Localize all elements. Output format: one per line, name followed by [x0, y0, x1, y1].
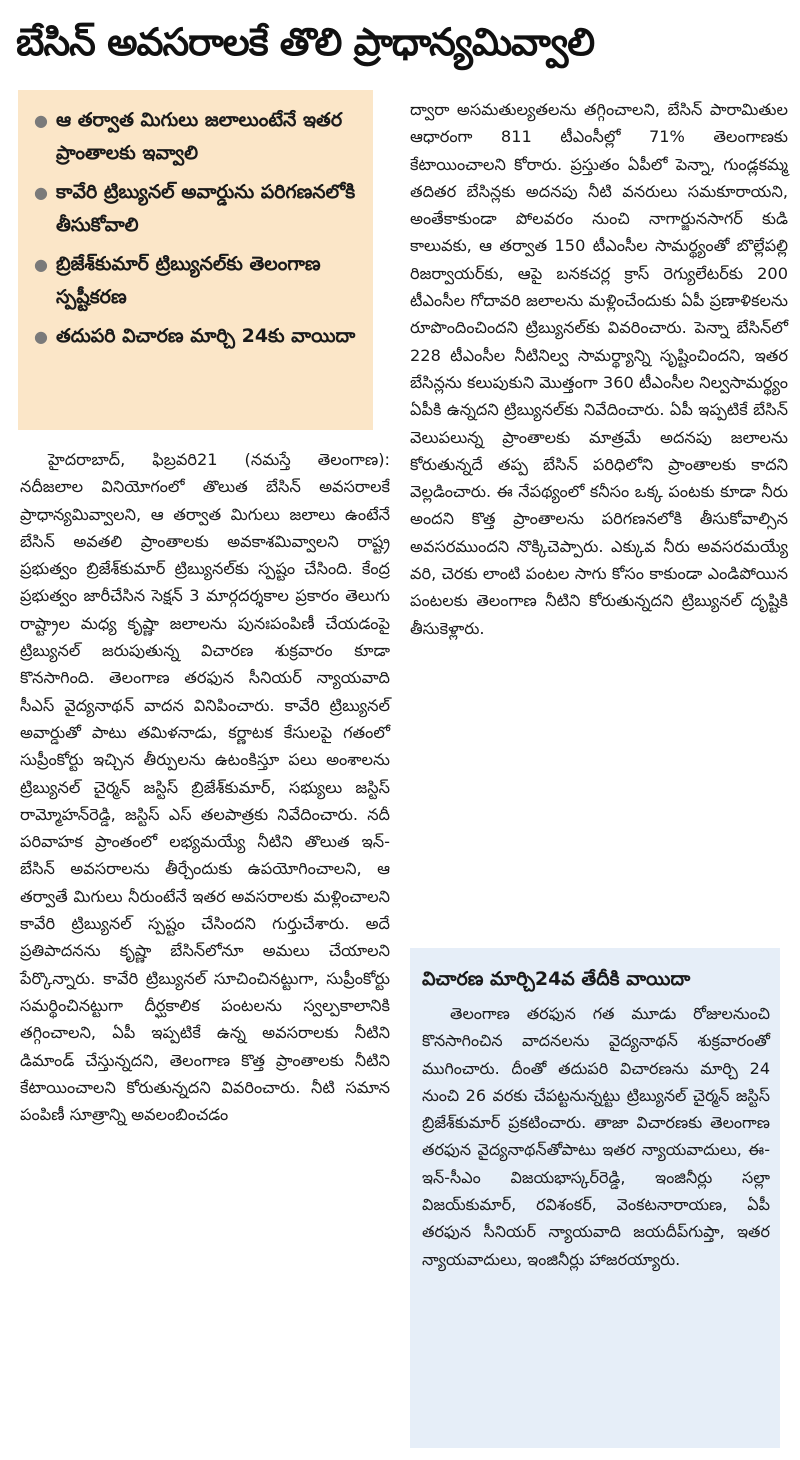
highlights-box: [18, 90, 373, 430]
sidebar-body-text: తెలంగాణ తరఫున గత మూడు రోజులనుంచి కొనసాగించిన వాదనలను వైద్యనాథన్ శుక్రవారంతో ముగించారు. దీంతో తదుపరి విచారణను మార్చి 24 నుంచి 26 వరకు చేపట్టనున్నట్టు ట్రిబ్యునల్ చైర్మన్ జస్టిస్ బ్రిజేశ్‌కుమార్ ప్రకటించారు. తాజా విచారణకు తెలంగాణ తరఫున వైద్యనాథన్‌తోపాటు ఇతర న్యాయవాదులు, ఈ-ఇన్-సీఎం విజయభాస్కర్‌రెడ్డి, ఇంజినీర్లు సల్లా విజయ్‌కుమార్, రవిశంకర్, వెంకటనారాయణ, ఏపీ తరఫున సీనియర్ న్యాయవాది జయదీప్‌గుప్తా, ఇతర న్యాయవాదులు, ఇంజినీర్లు హాజరయ్యారు.: [422, 1004, 770, 1269]
highlight-item: [32, 104, 363, 170]
bullet-icon: ●: [34, 183, 48, 202]
headline: బేసిన్ అవసరాలకే తొలి ప్రాధాన్యమివ్వాలి: [16, 20, 595, 64]
article-body-text: ద్వారా అసమతుల్యతలను తగ్గించాలని, బేసిన్ పారామితుల ఆధారంగా 811 టీఎంసీల్లో 71% తెలంగాణకు కేటాయించాలని కోరారు. ప్రస్తుతం ఏపీలో పెన్నా, గుండ్లకమ్మ తదితర బేసిన్లకు అదనపు నీటి వనరులు సమకూరాయని, అంతేకాకుండా పోలవరం నుంచి నాగార్జునసాగర్ కుడి కాలువకు, ఆ తర్వాత 150 టీఎంసీల సామర్థ్యంతో బొల్లేపల్లి రిజర్వాయర్‌కు, ఆపై బనకచర్ల క్రాస్ రెగ్యులేటర్‌కు 200 టీఎంసీల గోదావరి జలాలను మళ్లించేందుకు ఏపీ ప్రణాళికలను రూపొందించిందని ట్రిబ్యునల్‌కు వివరించారు. పెన్నా బేసిన్‌లో 228 టీఎంసీల నీటినిల్వ సామర్థ్యాన్ని సృష్టించిందని, ఇతర బేసిన్లను కలుపుకుని మొత్తంగా 360 టీఎంసీల నిల్వసామర్థ్యం ఏపీకి ఉన్నదని ట్రిబ్యునల్‌కు నివేదించారు. ఏపీ ఇప్పటికే బేసిన్ వెలుపలున్న ప్రాంతాలకు మాత్రమే అదనపు జలాలను కోరుతున్నదే తప్ప బేసిన్ పరిధిలోని ప్రాంతాలకు కాదని వెల్లడించారు. ఈ నేపథ్యంలో కనీసం ఒక్క పంటకు కూడా నీరు అందని కొత్త ప్రాంతాలను పరిగణనలోకి తీసుకోవాల్సిన అవసరముందని నొక్కిచెప్పారు. ఎక్కువ నీరు అవసరమయ్యే వరి, చెరకు లాంటి పంటల సాగు కోసం కాకుండా ఎండిపోయిన పంటలకు తెలంగాణ నీటిని కోరుతున్నదని ట్రిబ్యునల్ దృష్టికి తీసుకెళ్లారు.: [410, 100, 788, 638]
article-right-column: [410, 96, 788, 642]
highlight-item: [32, 176, 363, 242]
article-body-text: హైదరాబాద్, ఫిబ్రవరి21 (నమస్తే తెలంగాణ): నదీజలాల వినియోగంలో తొలుత బేసిన్ అవసరాలకే ప్రాధాన్యమివ్వాలని, ఆ తర్వాత మిగులు జలాలు ఉంటేనే బేసిన్ అవతలి ప్రాంతాలకు అవకాశమివ్వాలని రాష్ట్ర ప్రభుత్వం బ్రిజేశ్‌కుమార్ ట్రిబ్యునల్‌కు స్పష్టం చేసింది. కేంద్ర ప్రభుత్వం జారీచేసిన సెక్షన్ 3 మార్గదర్శకాల ప్రకారం తెలుగు రాష్ట్రాల మధ్య కృష్ణా జలాలను పునఃపంపిణీ చేయడంపై ట్రిబ్యునల్ జరుపుతున్న విచారణ శుక్రవారం కూడా కొనసాగింది. తెలంగాణ తరఫున సీనియర్ న్యాయవాది సీఎస్ వైద్యనాథన్ వాదన వినిపించారు. కావేరి ట్రిబ్యునల్ అవార్డుతో పాటు తమిళనాడు, కర్ణాటక కేసులపై గతంలో సుప్రీంకోర్టు ఇచ్చిన తీర్పులను ఉటంకిస్తూ పలు అంశాలను ట్రిబ్యునల్ చైర్మన్ జస్టిస్ బ్రిజేశ్‌కుమార్, సభ్యులు జస్టిస్ రామ్మోహన్‌రెడ్డి, జస్టిస్ ఎస్ తలపాత్రకు నివేదించారు. నదీ పరివాహక ప్రాంతంలో లభ్యమయ్యే నీటిని తొలుత ఇన్-బేసిన్ అవసరాలను తీర్చేందుకు ఉపయోగించాలని, ఆ తర్వాతే మిగులు నీరుంటేనే ఇతర అవసరాలకు మళ్లించాలని కావేరి ట్రిబ్యునల్ స్పష్టం చేసిందని గుర్తుచేశారు. అదే ప్రతిపాదనను కృష్ణా బేసిన్‌లోనూ అమలు చేయాలని పేర్కొన్నారు. కావేరి ట్రిబ్యునల్ సూచించినట్టుగా, సుప్రీంకోర్టు సమర్థించినట్టుగా దీర్ఘకాలిక పంటలను స్వల్పకాలానికి తగ్గించాలని, ఏపీ ఇప్పటికే ఉన్న అవసరాలకు నీటిని డిమాండ్ చేస్తున్నదని, తెలంగాణ కొత్త ప్రాంతాలకు నీటిని కేటాయించాలని కోరుతున్నదని వివరించారు. నీటి సమాన పంపిణీ సూత్రాన్ని అవలంబించడం: [20, 450, 390, 1125]
bullet-icon: ●: [34, 111, 48, 130]
bullet-icon: ●: [34, 255, 48, 274]
highlight-text: తదుపరి విచారణ మార్చి 24కు వాయిదా: [56, 325, 356, 347]
highlight-item: [32, 320, 363, 353]
highlight-text: బ్రిజేశ్‌కుమార్ ట్రిబ్యునల్‌కు తెలంగాణ స్పష్టీకరణ: [56, 253, 321, 308]
sidebar-title: విచారణ మార్చి24వ తేదీకి వాయిదా: [422, 968, 691, 990]
article-left-column: [20, 446, 390, 1128]
highlight-text: ఆ తర్వాత మిగులు జలాలుంటేనే ఇతర ప్రాంతాలకు ఇవ్వాలి: [56, 109, 343, 164]
sidebar-box: [410, 948, 780, 1448]
bullet-icon: ●: [34, 327, 48, 346]
highlight-text: కావేరి ట్రిబ్యునల్ అవార్డును పరిగణనలోకి తీసుకోవాలి: [56, 181, 356, 236]
highlight-item: [32, 248, 363, 314]
